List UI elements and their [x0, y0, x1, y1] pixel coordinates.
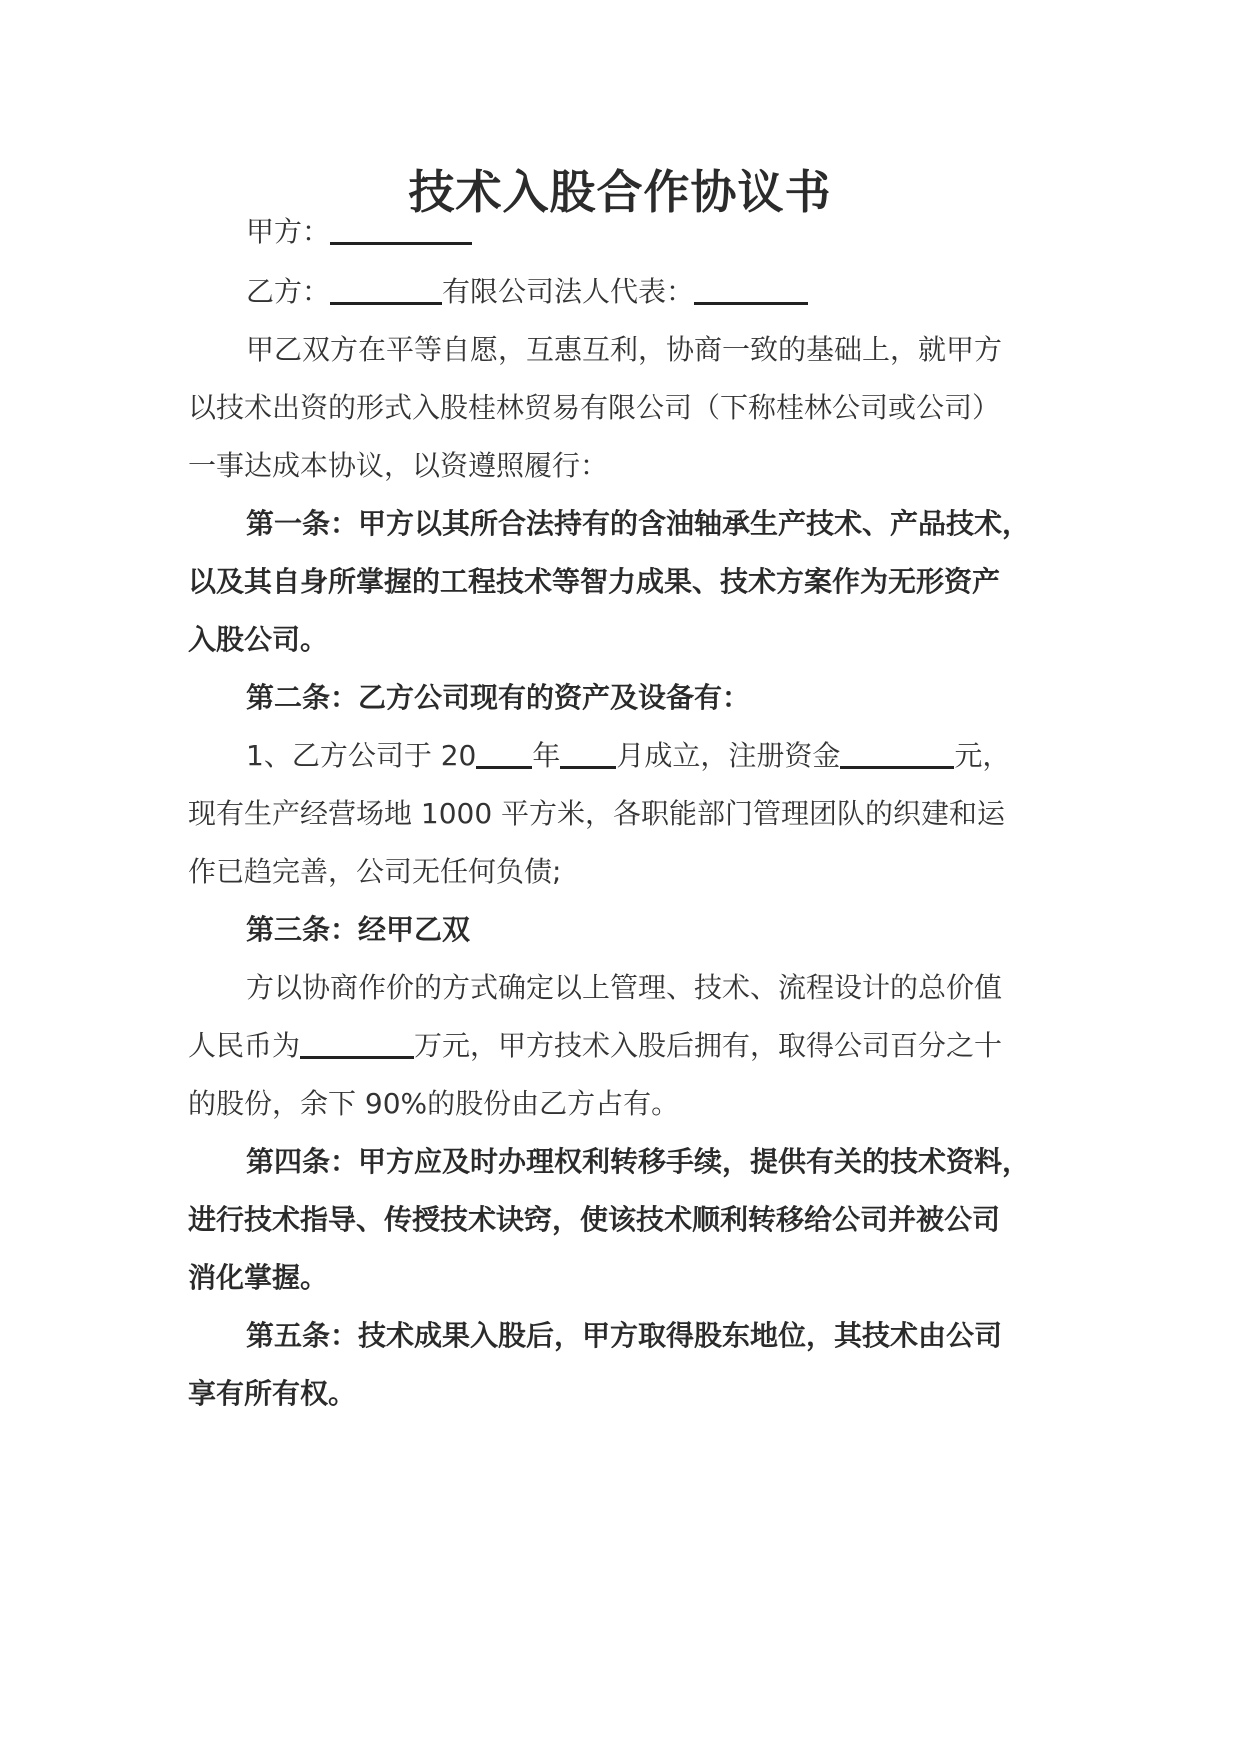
article-3-heading: 第三条：经甲乙双	[246, 913, 471, 946]
intro-line-3: 一事达成本协议，以资遵照履行：	[188, 449, 609, 482]
article-3-text-share: 万元，甲方技术入股后拥有，取得公司百分之十	[414, 1029, 1003, 1062]
article-5-line-1: 第五条：技术成果入股后，甲方取得股东地位，其技术由公司	[246, 1319, 1003, 1352]
article-3-line-3: 的股份，余下 90%的股份由乙方占有。	[188, 1087, 680, 1120]
item-1-line-2: 现有生产经营场地 1000 平方米，各职能部门管理团队的织建和运	[188, 797, 1006, 830]
item-1-text-year: 年	[532, 739, 561, 772]
article-3-line-2	[188, 1026, 1068, 1066]
value-blank	[300, 1026, 414, 1059]
article-1-line-2: 以及其自身所掌握的工程技术等智力成果、技术方案作为无形资产	[188, 565, 1001, 598]
item-1-text-founded: 1、乙方公司于 20	[246, 739, 477, 772]
year-blank	[476, 736, 532, 769]
party-a-line	[246, 212, 1068, 252]
capital-blank	[840, 736, 954, 769]
item-1-text-yuan: 元，	[954, 739, 1011, 772]
party-b-representative-blank	[694, 272, 808, 305]
party-a-label: 甲方：	[246, 215, 331, 248]
item-1-text-capital: 月成立，注册资金	[616, 739, 841, 772]
article-3-text-rmb: 人民币为	[188, 1029, 301, 1062]
article-1-line-1: 第一条：甲方以其所合法持有的含油轴承生产技术、产品技术，	[246, 507, 1031, 540]
party-a-blank	[330, 212, 472, 245]
intro-line-2: 以技术出资的形式入股桂林贸易有限公司（下称桂林公司或公司）	[188, 391, 1001, 424]
article-2-heading: 第二条：乙方公司现有的资产及设备有：	[246, 681, 751, 714]
article-5-line-2: 享有所有权。	[188, 1377, 357, 1410]
party-b-company-blank	[330, 272, 442, 305]
month-blank	[560, 736, 616, 769]
article-4-line-2: 进行技术指导、传授技术诀窍，使该技术顺利转移给公司并被公司	[188, 1203, 1001, 1236]
document-title: 技术入股合作协议书	[408, 165, 832, 219]
article-4-line-1: 第四条：甲方应及时办理权利转移手续，提供有关的技术资料，	[246, 1145, 1031, 1178]
party-b-label: 乙方：	[246, 275, 331, 308]
item-1-line-3: 作已趋完善，公司无任何负债;	[188, 855, 562, 888]
party-b-line	[246, 272, 1068, 312]
article-4-line-3: 消化掌握。	[188, 1261, 329, 1294]
article-3-line-1: 方以协商作价的方式确定以上管理、技术、流程设计的总价值	[246, 971, 1003, 1004]
article-1-line-3: 入股公司。	[188, 623, 329, 656]
item-1-line-1	[246, 736, 1068, 776]
party-b-representative-label: 有限公司法人代表：	[442, 275, 695, 308]
intro-line-1: 甲乙双方在平等自愿，互惠互利，协商一致的基础上，就甲方	[246, 333, 1003, 366]
